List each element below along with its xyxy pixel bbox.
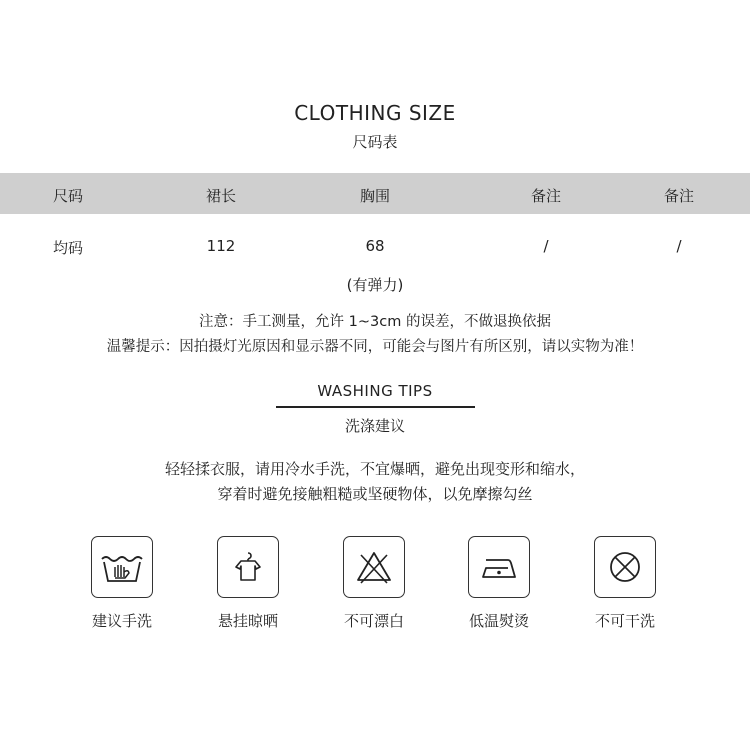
measurement-notice: 注意：手工测量，允许 1~3cm 的误差，不做退换依据 (199, 314, 551, 330)
cell-remark-1: / (543, 237, 549, 255)
title-english: CLOTHING SIZE (294, 101, 456, 125)
washing-tip-2: 穿着时避免接触粗糙或坚硬物体，以免摩擦勾丝 (217, 485, 533, 503)
washing-title-english: WASHING TIPS (317, 382, 433, 400)
hand-wash-label: 建议手洗 (91, 612, 152, 630)
no-dry-clean-label: 不可干洗 (594, 612, 655, 630)
washing-divider (276, 406, 475, 408)
header-length: 裙长 (205, 187, 236, 205)
no-bleach-label: 不可漂白 (343, 612, 404, 630)
no-bleach-icon (353, 547, 395, 587)
low-iron-icon (478, 547, 520, 587)
hand-wash-card (91, 536, 153, 598)
color-notice: 温馨提示：因拍摄灯光原因和显示器不同，可能会与图片有所区别，请以实物为准！ (106, 339, 644, 355)
title-chinese: 尺码表 (352, 133, 398, 151)
cell-remark-2: / (676, 237, 682, 255)
no-dry-clean-icon (605, 547, 645, 587)
no-dry-clean-card (594, 536, 656, 598)
cell-length: 112 (206, 237, 236, 255)
cell-size: 均码 (52, 239, 83, 257)
header-bust: 胸围 (359, 187, 390, 205)
header-remark-2: 备注 (663, 187, 694, 205)
washing-tip-1: 轻轻揉衣服，请用冷水手洗，不宜爆晒，避免出现变形和缩水， (164, 460, 585, 478)
low-iron-label: 低温熨烫 (468, 612, 529, 630)
hang-dry-card (217, 536, 279, 598)
size-table-header (0, 173, 750, 214)
header-remark-1: 备注 (530, 187, 561, 205)
washing-title-chinese: 洗涤建议 (344, 417, 405, 435)
hang-dry-icon (228, 547, 268, 587)
hang-dry-label: 悬挂晾晒 (217, 612, 278, 630)
hand-wash-icon (99, 547, 145, 587)
no-bleach-card (343, 536, 405, 598)
low-iron-card (468, 536, 530, 598)
header-size: 尺码 (52, 187, 83, 205)
elastic-note: (有弹力) (346, 276, 404, 294)
cell-bust: 68 (365, 237, 385, 255)
